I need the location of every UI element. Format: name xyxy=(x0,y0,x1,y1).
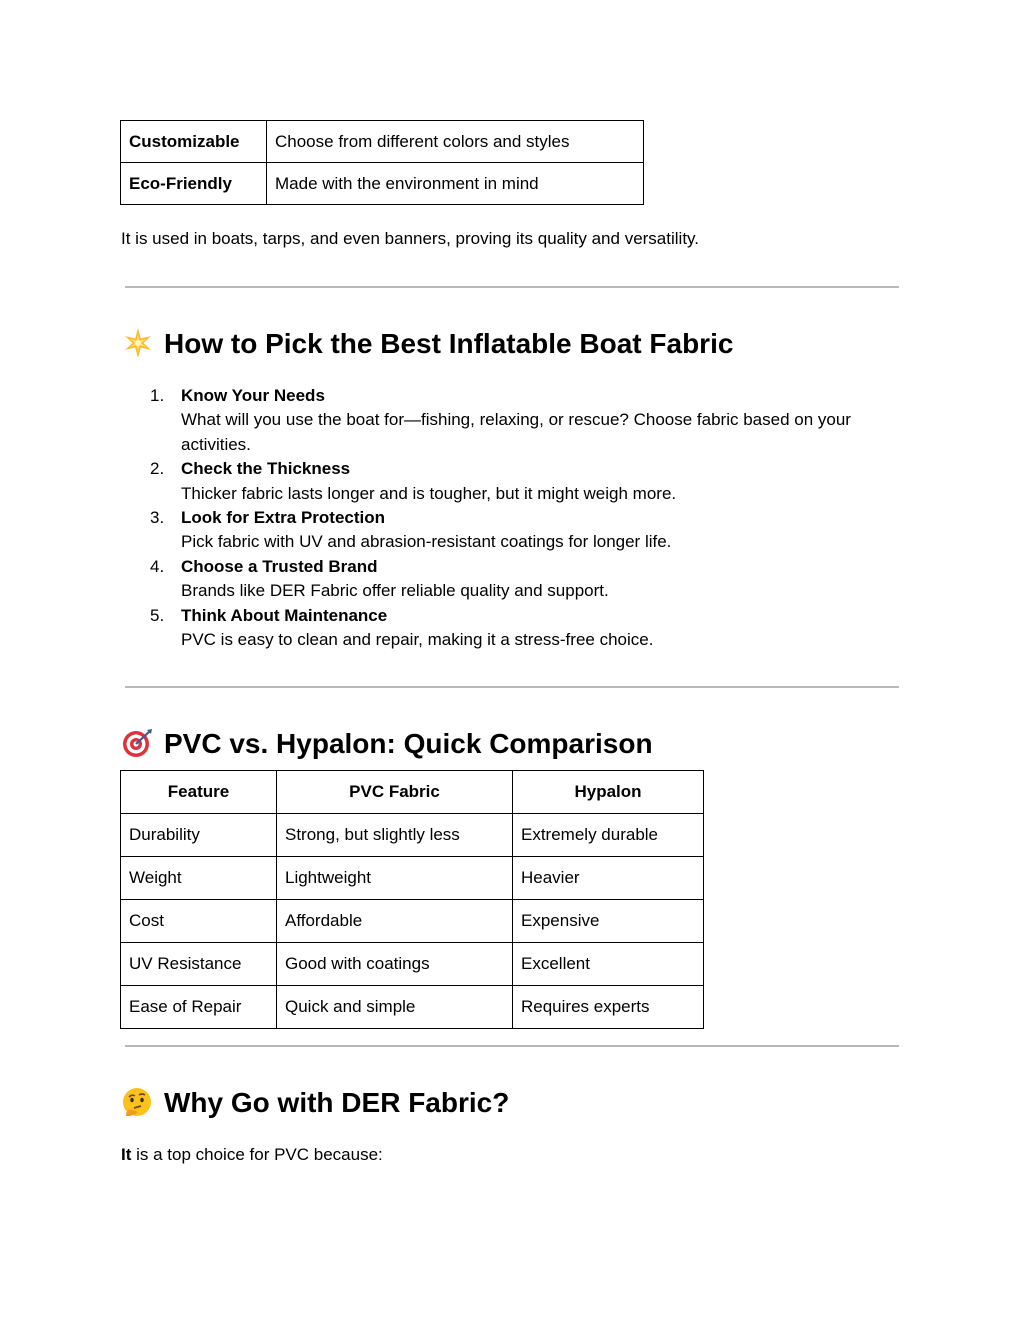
feature-key: Customizable xyxy=(121,121,267,163)
step-title: Choose a Trusted Brand xyxy=(181,556,378,576)
table-cell: Weight xyxy=(121,857,277,900)
table-row xyxy=(121,986,704,1029)
why-lead-paragraph xyxy=(121,1145,383,1165)
heading-text: PVC vs. Hypalon: Quick Comparison xyxy=(164,728,653,759)
comparison-table xyxy=(120,770,704,1029)
feature-key: Eco-Friendly xyxy=(121,163,267,205)
heading-text: How to Pick the Best Inflatable Boat Fabric xyxy=(164,328,734,359)
step-description: Thicker fabric lasts longer and is tougher, but it might weigh more. xyxy=(181,483,677,503)
step-description: Brands like DER Fabric offer reliable quality and support. xyxy=(181,581,609,601)
table-cell: Affordable xyxy=(277,900,513,943)
list-item xyxy=(150,555,880,604)
table-cell: Extremely durable xyxy=(513,814,704,857)
table-row xyxy=(121,121,644,163)
table-row xyxy=(121,900,704,943)
table-cell: Requires experts xyxy=(513,986,704,1029)
feature-value: Choose from different colors and styles xyxy=(267,121,644,163)
target-icon xyxy=(120,728,156,758)
list-number: 3. xyxy=(150,508,165,528)
step-description: Pick fabric with UV and abrasion-resistant coatings for longer life. xyxy=(181,532,672,552)
section-divider xyxy=(125,286,899,288)
lead-text: is a top choice for PVC because: xyxy=(131,1145,383,1164)
table-cell: Excellent xyxy=(513,943,704,986)
section-heading-why xyxy=(120,1086,509,1120)
step-title: Think About Maintenance xyxy=(181,605,388,625)
list-number: 2. xyxy=(150,459,165,479)
table-cell: Quick and simple xyxy=(277,986,513,1029)
table-header-row xyxy=(121,771,704,814)
step-title: Know Your Needs xyxy=(181,386,325,405)
feature-table xyxy=(120,120,644,205)
list-item xyxy=(150,506,880,555)
steps-list xyxy=(150,384,880,652)
list-number: 4. xyxy=(150,556,165,576)
list-item xyxy=(150,457,880,506)
table-row xyxy=(121,163,644,205)
step-description: PVC is easy to clean and repair, making it a stress-free choice. xyxy=(181,630,654,650)
table-row xyxy=(121,814,704,857)
heading-text: Why Go with DER Fabric? xyxy=(164,1087,510,1118)
column-header: Feature xyxy=(121,771,277,814)
step-title: Check the Thickness xyxy=(181,459,351,479)
section-heading-compare xyxy=(120,727,653,761)
section-divider xyxy=(125,1045,899,1047)
table-cell: Heavier xyxy=(513,857,704,900)
thinking-face-icon xyxy=(120,1087,156,1117)
feature-value: Made with the environment in mind xyxy=(267,163,644,205)
column-header: Hypalon xyxy=(513,771,704,814)
column-header: PVC Fabric xyxy=(277,771,513,814)
list-item xyxy=(150,384,880,457)
list-item xyxy=(150,604,880,653)
table-row xyxy=(121,857,704,900)
lead-bold-text: It xyxy=(121,1145,132,1164)
table-cell: Good with coatings xyxy=(277,943,513,986)
step-title: Look for Extra Protection xyxy=(181,508,386,528)
table-cell: Lightweight xyxy=(277,857,513,900)
usage-paragraph: It is used in boats, tarps, and even banners, proving its quality and versatility. xyxy=(121,229,699,248)
glowing-star-icon xyxy=(120,328,156,358)
list-number: 5. xyxy=(150,605,165,625)
table-cell: Ease of Repair xyxy=(121,986,277,1029)
table-row xyxy=(121,943,704,986)
table-cell: UV Resistance xyxy=(121,943,277,986)
section-divider xyxy=(125,686,899,688)
list-number: 1. xyxy=(150,386,165,405)
section-heading-pick xyxy=(120,327,733,361)
table-cell: Cost xyxy=(121,900,277,943)
step-description: What will you use the boat for—fishing, relaxing, or rescue? Choose fabric based on your activities. xyxy=(181,410,851,454)
table-cell: Expensive xyxy=(513,900,704,943)
table-cell: Strong, but slightly less xyxy=(277,814,513,857)
table-cell: Durability xyxy=(121,814,277,857)
